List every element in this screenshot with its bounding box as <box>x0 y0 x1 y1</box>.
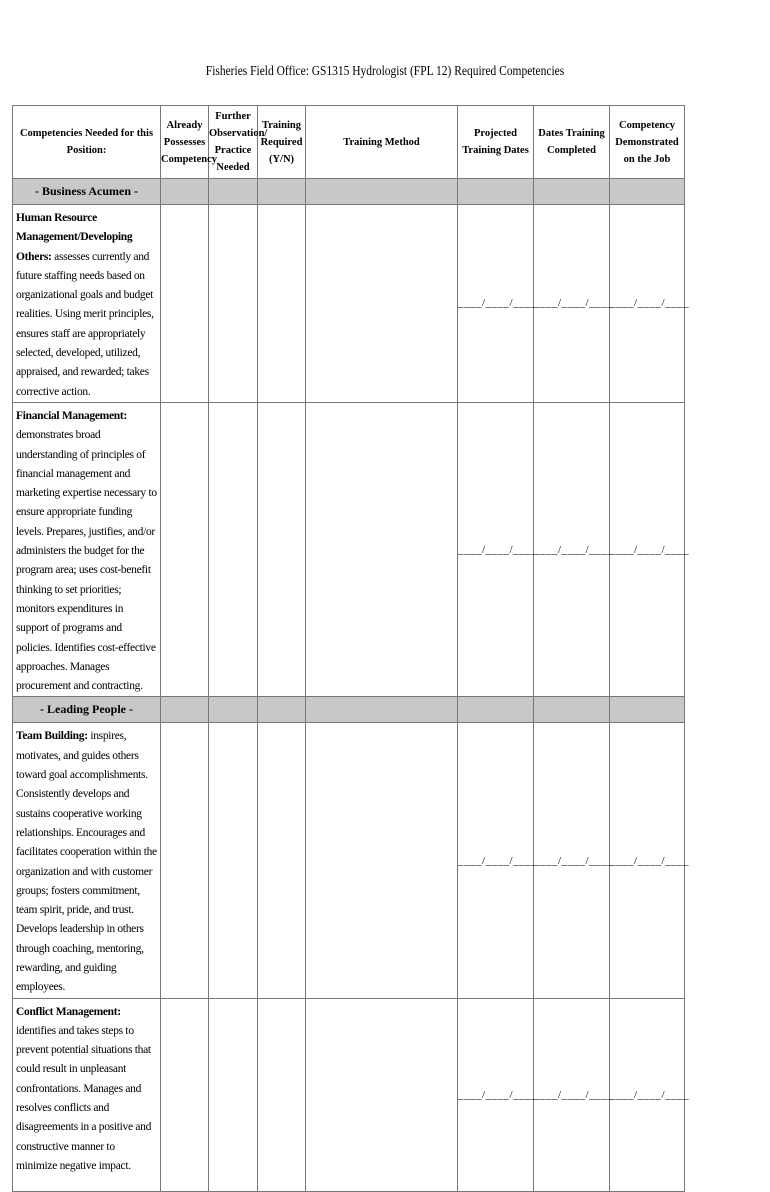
training-method-cell[interactable] <box>306 402 458 696</box>
training-method-cell[interactable] <box>306 998 458 1191</box>
training-method-cell[interactable] <box>306 205 458 403</box>
demonstrated-date-field[interactable]: ____/____/____ <box>610 205 685 403</box>
competency-cell <box>13 998 161 1191</box>
section-label: - Business Acumen - <box>13 179 161 205</box>
demonstrated-date-field[interactable]: ____/____/____ <box>610 402 685 696</box>
competency-cell <box>13 205 161 403</box>
already-possesses-cell[interactable] <box>161 402 209 696</box>
header-already-possesses: Already Possesses Competency <box>161 106 209 179</box>
competency-cell <box>13 723 161 998</box>
competencies-table <box>12 105 690 1192</box>
header-further-observation: Further Observation/ Practice Needed <box>209 106 258 179</box>
further-observation-cell[interactable] <box>209 402 258 696</box>
further-observation-cell[interactable] <box>209 998 258 1191</box>
section-label: - Leading People - <box>13 697 161 723</box>
completed-date-field[interactable]: ____/____/____ <box>534 205 610 403</box>
competency-description: assesses currently and future staffing needs based on organizational goals and budget realities. Using merit principles, ensures staff are appropriately selected, developed, utilized, appraised, and rewarded; takes corrective action. <box>16 250 154 398</box>
training-required-cell[interactable] <box>258 723 306 998</box>
training-required-cell[interactable] <box>258 205 306 403</box>
projected-date-field[interactable]: ____/____/____ <box>458 998 534 1191</box>
header-projected-dates: Projected Training Dates <box>458 106 534 179</box>
training-required-cell[interactable] <box>258 402 306 696</box>
competency-name: Human Resource Management/Developing Others: <box>16 212 133 263</box>
demonstrated-date-field[interactable]: ____/____/____ <box>610 723 685 998</box>
further-observation-cell[interactable] <box>209 723 258 998</box>
already-possesses-cell[interactable] <box>161 205 209 403</box>
header-competency-demonstrated: Competency Demonstrated on the Job <box>610 106 685 179</box>
further-observation-cell[interactable] <box>209 205 258 403</box>
document-title: Fisheries Field Office: GS1315 Hydrologist (FPL 12) Required Competencies <box>205 64 565 79</box>
competency-description: identifies and takes steps to prevent potential situations that could result in unpleasant confrontations. Manages and resolves conflicts and disagreements in a positive and constructive manner to minimize negative impact. <box>16 1024 152 1172</box>
table-row <box>13 998 685 1191</box>
section-row-leading-people <box>13 697 685 723</box>
already-possesses-cell[interactable] <box>161 998 209 1191</box>
table-row <box>13 205 685 403</box>
completed-date-field[interactable]: ____/____/____ <box>534 998 610 1191</box>
competency-name: Conflict Management: <box>16 1005 121 1018</box>
table-row <box>13 402 685 696</box>
completed-date-field[interactable]: ____/____/____ <box>534 402 610 696</box>
already-possesses-cell[interactable] <box>161 723 209 998</box>
header-competencies: Competencies Needed for this Position: <box>13 106 161 179</box>
completed-date-field[interactable]: ____/____/____ <box>534 723 610 998</box>
projected-date-field[interactable]: ____/____/____ <box>458 205 534 403</box>
demonstrated-date-field[interactable]: ____/____/____ <box>610 998 685 1191</box>
section-row-business-acumen <box>13 179 685 205</box>
projected-date-field[interactable]: ____/____/____ <box>458 723 534 998</box>
training-method-cell[interactable] <box>306 723 458 998</box>
competency-description: demonstrates broad understanding of principles of financial management and marketing expertise necessary to ensure appropriate funding levels. Prepares, justifies, and/or administers the budget for the program area; uses cost-benefit thinking to set priorities; monitors expenditures in support of programs and policies. Identifies cost-effective approaches. Manages procurement and contracting. <box>16 429 157 693</box>
table-row <box>13 723 685 998</box>
competency-description: inspires, motivates, and guides others toward goal accomplishments. Consistently develops and sustains cooperative working relationships. Encourages and facilitates cooperation within the organization and with customer groups; fosters commitment, team spirit, pride, and trust. Develops leadership in others through coaching, mentoring, rewarding, and guiding employees. <box>16 730 157 994</box>
projected-date-field[interactable]: ____/____/____ <box>458 402 534 696</box>
header-training-required: Training Required (Y/N) <box>258 106 306 179</box>
header-dates-completed: Dates Training Completed <box>534 106 610 179</box>
header-row <box>13 106 685 179</box>
competency-name: Team Building: <box>16 730 88 743</box>
training-required-cell[interactable] <box>258 998 306 1191</box>
competency-cell <box>13 402 161 696</box>
competency-name: Financial Management: <box>16 409 127 422</box>
header-training-method: Training Method <box>306 106 458 179</box>
